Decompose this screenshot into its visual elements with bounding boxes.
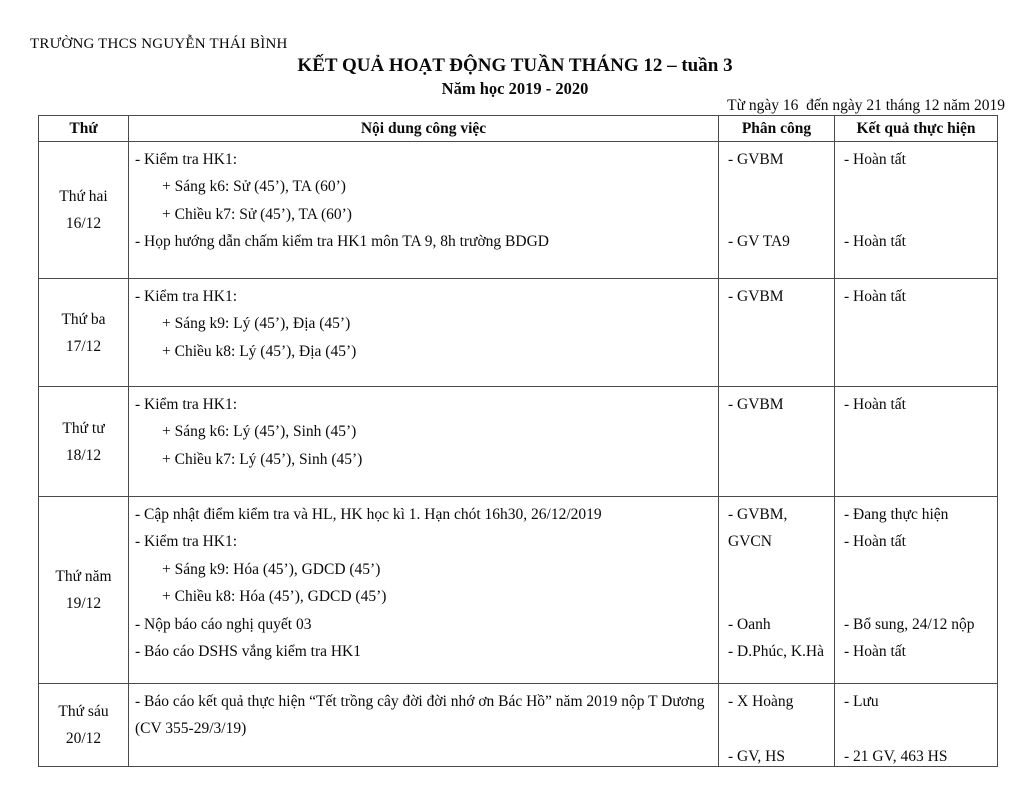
day-label: Thứ hai [59, 188, 108, 205]
table-row [39, 278, 997, 386]
result-line: - Hoàn tất [844, 533, 906, 551]
table-row [39, 141, 997, 278]
header-cell-tasks: Nội dung công việc [128, 116, 718, 141]
content-line: - Cập nhật điểm kiểm tra và HL, HK học kì 1. Hạn chót 16h30, 26/12/2019 [135, 506, 602, 523]
result-line: - Hoàn tất [844, 288, 906, 305]
result-line: - Hoàn tất [844, 151, 906, 168]
content-cell [128, 142, 718, 278]
content-line: + Sáng k9: Lý (45’), Địa (45’) [162, 315, 351, 333]
assignment-line: - Oanh [728, 615, 771, 633]
content-cell [128, 684, 718, 766]
assignment-line [728, 201, 834, 228]
assign-cell-lines [719, 497, 834, 665]
school-year: Năm học 2019 - 2020 [441, 79, 589, 98]
school-name: TRƯỜNG THCS NGUYỄN THÁI BÌNH [30, 36, 288, 52]
result-line: - Bổ sung, 24/12 nộp [844, 615, 975, 633]
content-line: + Sáng k6: Lý (45’), Sinh (45’) [162, 423, 357, 441]
result-cell-lines [835, 142, 997, 256]
assign-cell [718, 279, 834, 386]
table-header-row [39, 116, 997, 141]
content-cell [128, 497, 718, 683]
result-cell [834, 279, 997, 386]
header-cell-assignment: Phân công [718, 116, 834, 141]
content-line: - Kiểm tra HK1: [135, 288, 238, 305]
date-label: 17/12 [65, 337, 102, 355]
content-line: - Kiểm tra HK1: [135, 533, 238, 551]
assignment-line: GVCN [728, 533, 772, 551]
result-line: - 21 GV, 463 HS [844, 747, 948, 765]
assignment-line [728, 715, 834, 742]
assign-cell [718, 684, 834, 766]
day-label: Thứ năm [55, 568, 112, 585]
content-cell [128, 387, 718, 496]
assignment-line: - GV, HS [728, 747, 785, 765]
content-line: - Kiểm tra HK1: [135, 151, 238, 168]
result-line: - Đang thực hiện [844, 506, 949, 523]
content-line: - Báo cáo kết quả thực hiện “Tết trồng cây đời đời nhớ ơn Bác Hồ” năm 2019 nộp T Dương [135, 693, 705, 710]
result-cell [834, 684, 997, 766]
result-line: - Hoàn tất [844, 233, 906, 251]
day-cell [39, 387, 128, 496]
assign-cell-lines [719, 279, 834, 310]
content-line: + Sáng k6: Sử (45’), TA (60’) [162, 178, 346, 196]
assignment-line: - GV TA9 [728, 233, 790, 251]
header-cell-day: Thứ [69, 119, 98, 137]
assignment-line: - D.Phúc, K.Hà [728, 642, 824, 660]
table-row [39, 496, 997, 683]
date-label: 18/12 [65, 446, 102, 464]
results-table [38, 115, 998, 767]
assign-cell [718, 497, 834, 683]
content-line: + Chiều k7: Sử (45’), TA (60’) [162, 205, 352, 223]
day-cell [39, 684, 128, 766]
result-cell-lines [835, 497, 997, 665]
result-cell [834, 142, 997, 278]
content-cell-lines [129, 387, 718, 473]
assign-cell [718, 142, 834, 278]
content-cell-lines [129, 279, 718, 365]
content-cell-lines [129, 142, 718, 256]
report-title: KẾT QUẢ HOẠT ĐỘNG TUẦN THÁNG 12 – tuần 3 [297, 55, 733, 76]
assignment-line [728, 173, 834, 200]
content-line: + Chiều k8: Hóa (45’), GDCD (45’) [162, 588, 387, 606]
result-line: - Hoàn tất [844, 396, 906, 413]
assignment-line: - X Hoàng [728, 693, 794, 710]
date-label: 19/12 [65, 595, 102, 612]
content-cell [128, 279, 718, 386]
day-cell [39, 497, 128, 683]
assign-cell [718, 387, 834, 496]
result-cell-lines [835, 279, 997, 310]
result-line [844, 715, 997, 742]
date-label: 16/12 [65, 215, 102, 232]
result-cell-lines [835, 387, 997, 418]
content-line: (CV 355-29/3/19) [135, 720, 247, 738]
result-cell [834, 497, 997, 683]
content-line: - Báo cáo DSHS vắng kiểm tra HK1 [135, 642, 361, 660]
date-label: 20/12 [65, 730, 102, 747]
assignment-line: - GVBM, [728, 506, 788, 523]
table-row [39, 683, 997, 766]
content-line: - Kiểm tra HK1: [135, 396, 238, 413]
assign-cell-lines [719, 684, 834, 766]
assignment-line [728, 556, 834, 583]
assignment-line: - GVBM [728, 288, 784, 305]
table-row [39, 386, 997, 496]
date-range: Từ ngày 16 đến ngày 21 tháng 12 năm 2019 [727, 97, 1005, 114]
day-label: Thứ ba [61, 310, 106, 328]
content-line: + Sáng k9: Hóa (45’), GDCD (45’) [162, 560, 381, 578]
result-line [844, 201, 997, 228]
content-line: + Chiều k8: Lý (45’), Địa (45’) [162, 342, 357, 360]
assign-cell-lines [719, 142, 834, 256]
result-line: - Hoàn tất [844, 642, 906, 660]
day-label: Thứ sáu [58, 703, 109, 720]
content-cell-lines [129, 497, 718, 665]
content-line: - Nộp báo cáo nghị quyết 03 [135, 615, 312, 633]
assignment-line: - GVBM [728, 151, 784, 168]
assign-cell-lines [719, 387, 834, 418]
result-line [844, 173, 997, 200]
result-line: - Lưu [844, 693, 879, 710]
header-cell-result: Kết quả thực hiện [834, 116, 997, 141]
assignment-line [728, 583, 834, 610]
result-cell [834, 387, 997, 496]
result-cell-lines [835, 684, 997, 766]
day-cell [39, 279, 128, 386]
day-cell [39, 142, 128, 278]
content-line: - Họp hướng dẫn chấm kiểm tra HK1 môn TA 9, 8h trường BDGD [135, 233, 549, 251]
results-table-body [39, 141, 997, 766]
result-line [844, 556, 997, 583]
day-label: Thứ tư [62, 419, 105, 437]
assignment-line: - GVBM [728, 396, 784, 413]
result-line [844, 583, 997, 610]
content-cell-lines [129, 684, 718, 743]
content-line: + Chiều k7: Lý (45’), Sinh (45’) [162, 450, 363, 468]
